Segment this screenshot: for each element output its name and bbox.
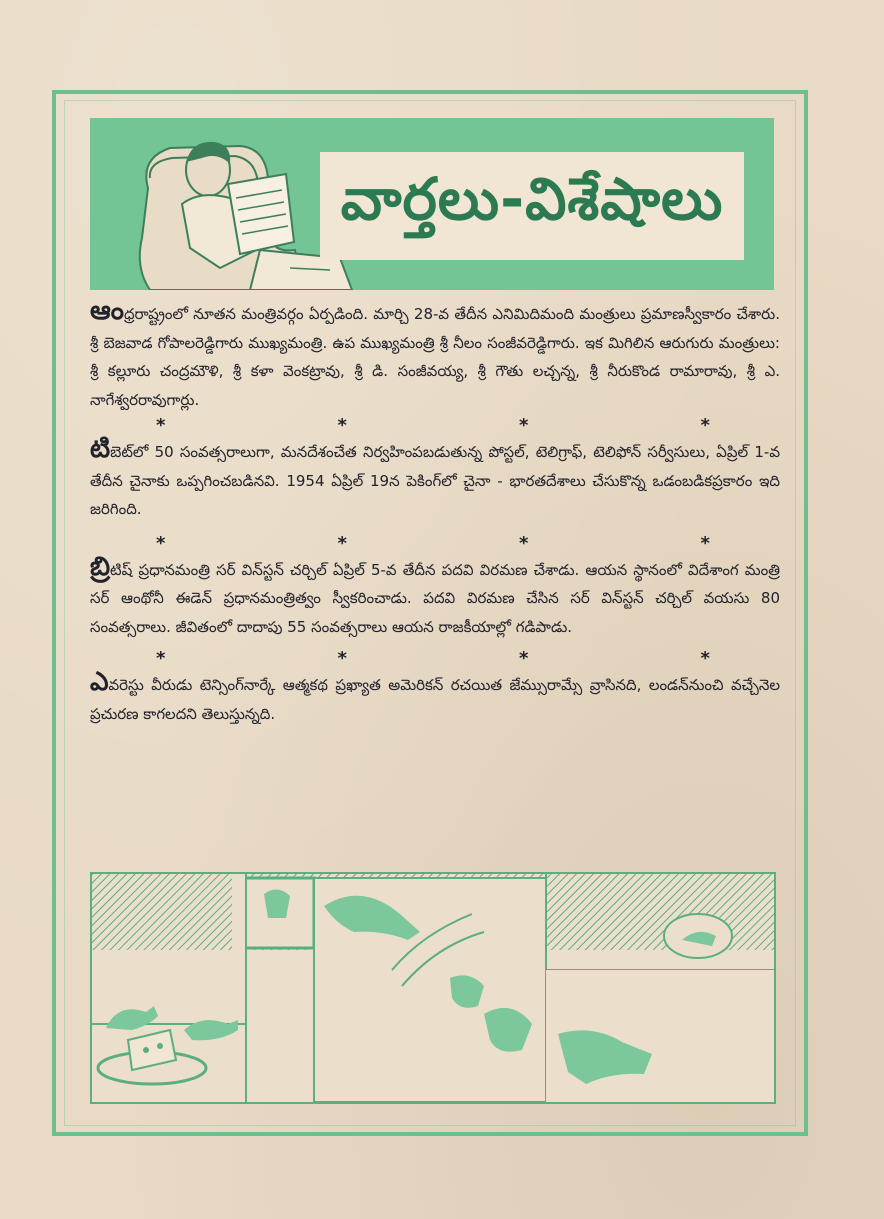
article-lead-letter: ఎ <box>90 667 109 697</box>
separator-star: * <box>519 648 529 669</box>
separator-star: * <box>337 648 347 669</box>
article-andhra-cabinet <box>90 296 780 414</box>
article-churchill-resigns <box>90 551 780 642</box>
title-box <box>320 152 744 260</box>
separator-star: * <box>156 648 166 669</box>
separator-star: * <box>156 415 166 436</box>
article-text: వరెస్టు వీరుడు టెన్సింగ్‌నార్కే ఆత్మకథ ప్రఖ్యాత అమెరికన్ రచయిత జేమ్సురామ్సే వ్రాసినది, లండన్‌నుంచి వచ్చేనెల ప్రచురణ కాగలదని తెలుస్తున్నది. <box>90 676 780 723</box>
separator-star: * <box>337 415 347 436</box>
news-content <box>90 296 780 728</box>
separator-star: * <box>156 532 166 554</box>
article-lead-letter: టి <box>90 434 111 464</box>
separator-star: * <box>519 415 529 436</box>
article-text: ధ్రరాష్ట్రంలో నూతన మంత్రివర్గం ఏర్పడింది. మార్చి 28-వ తేదీన ఎనిమిదిమంది మంత్రులు ప్రమాణస్వీకారం చేశారు. శ్రీ బెజవాడ గోపాలరెడ్డిగారు ముఖ్యమంత్రి. ఉప ముఖ్యమంత్రి శ్రీ నీలం సంజీవరెడ్డిగారు. ఇక మిగిలిన ఆరుగురు మంత్రులు: శ్రీ కల్లూరు చంద్రమౌళి, శ్రీ కళా వెంకట్రావు, శ్రీ డి. సంజీవయ్య, శ్రీ గౌతు లచ్చన్న, శ్రీ నీరుకొండ రామారావు, శ్రీ ఎ. నాగేశ్వరరావుగార్లు. <box>90 305 780 409</box>
article-tibet-services <box>90 434 780 524</box>
separator-stars <box>90 532 780 556</box>
separator-star: * <box>700 415 710 436</box>
separator-star: * <box>700 532 710 554</box>
separator-star: * <box>337 532 347 554</box>
comic-strip <box>90 872 776 1104</box>
article-lead-letter: ఆం <box>90 296 124 326</box>
separator-star: * <box>700 648 710 669</box>
separator-star: * <box>519 532 529 554</box>
separator-stars <box>90 414 780 438</box>
comic-illustration <box>92 874 774 1102</box>
separator-stars <box>90 647 780 671</box>
article-text: టిష్ ప్రధానమంత్రి సర్ విన్‌స్టన్ చర్చిల్ ఏప్రిల్ 5-వ తేదీన పదవి విరమణ చేశాడు. ఆయన స్థానంలో విదేశాంగ మంత్రి సర్ ఆంథోనీ ఈడెన్ ప్రధానమంత్రిత్వం స్వీకరించాడు. పదవి విరమణ చేసిన సర్ విన్‌స్టన్ చర్చిల్ వయసు 80 సంవత్సరాలు. జీవితంలో దాదాపు 55 సంవత్సరాలు ఆయన రాజకీయాల్లో గడిపాడు. <box>90 560 780 636</box>
article-tenzing-autobiography <box>90 667 780 728</box>
page-title: వార్తలు-విశేషాలు <box>340 164 724 233</box>
article-lead-letter: బ్రి <box>90 551 111 582</box>
article-text: బెట్‌లో 50 సంవత్సరాలుగా, మనదేశంచేత నిర్వహింపబడుతున్న పోస్టల్, టెలిగ్రాఫ్, టెలిఫోన్ సర్వీసులు, ఏప్రిల్ 1-వ తేదీన చైనాకు ఒప్పగించబడినవి. 1954 ఏప్రిల్ 19న పెకింగ్‌లో చైనా - భారతదేశాలు చేసుకొన్న ఒడంబడికప్రకారం ఇది జరిగింది. <box>90 443 780 518</box>
